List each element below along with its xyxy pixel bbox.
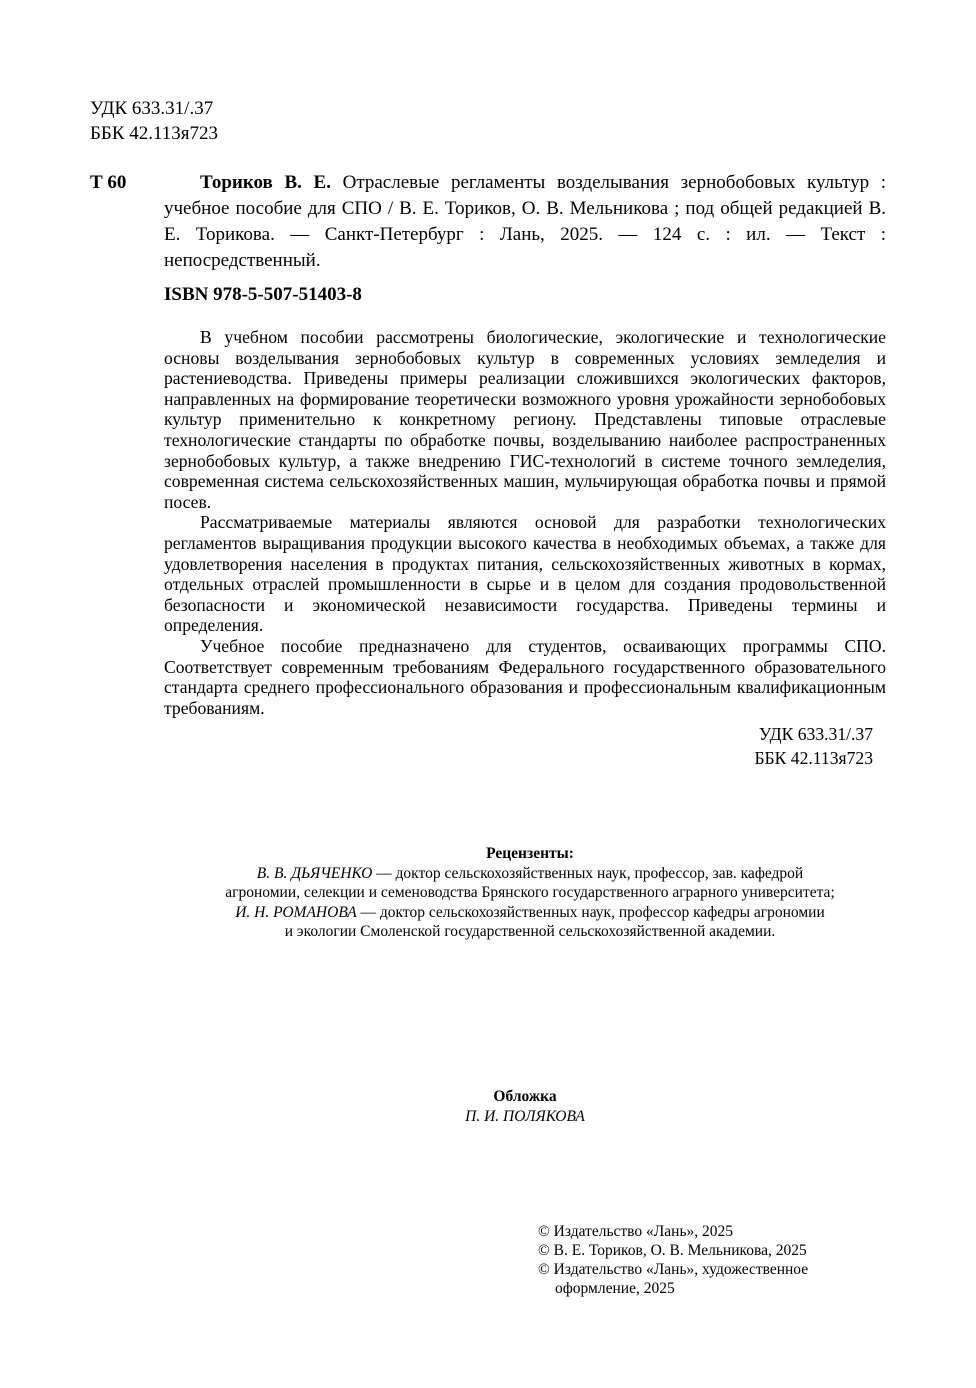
copyright-line: © Издательство «Лань», художественное (538, 1261, 809, 1278)
copyright-line: оформление, 2025 (555, 1280, 675, 1297)
copyright-line: © Издательство «Лань», 2025 (538, 1223, 734, 1240)
copyright-line: © В. Е. Ториков, О. В. Мельникова, 2025 (538, 1242, 807, 1259)
reviewers-section (120, 844, 940, 942)
bibliographic-record (164, 170, 886, 274)
abstract-classification-codes (700, 722, 873, 770)
cover-heading: Обложка (493, 1088, 557, 1105)
reviewer-entry (120, 864, 940, 903)
udk-code: УДК 633.31/.37 (90, 98, 214, 119)
bbk-code: ББК 42.113я723 (754, 748, 873, 768)
author-mark: Т 60 (90, 172, 127, 193)
reviewer-description: агрономии, селекции и семеноводства Брянского государственного аграрного университета; (225, 884, 835, 901)
abstract (164, 327, 886, 718)
reviewer-name: И. Н. РОМАНОВА (235, 903, 357, 921)
reviewer-description: — доктор сельскохозяйственных наук, профессор, зав. кафедрой (372, 864, 804, 882)
isbn: ISBN 978-5-507-51403-8 (164, 284, 362, 305)
reviewer-name: В. В. ДЬЯЧЕНКО (256, 864, 373, 882)
reviewer-description: — доктор сельскохозяйственных наук, профессор кафедры агрономии (356, 903, 825, 921)
classification-codes (90, 96, 218, 146)
abstract-paragraph: Рассматриваемые материалы являются основой для разработки технологических регламентов выращивания продукции высокого качества в необходимых объемах, а также для удовлетворения населения в продуктах питания, сельскохозяйственных животных в кормах, отдельных отраслей промышленности в сырье и в целом для создания продовольственной безопасности и экономической независимости государства. Приведены термины и определения. (164, 512, 886, 636)
cover-credit (340, 1087, 710, 1127)
bbk-code: ББК 42.113я723 (90, 123, 219, 144)
reviewers-heading: Рецензенты: (486, 845, 574, 862)
reviewer-entry (120, 903, 940, 942)
cover-designer: П. И. ПОЛЯКОВА (465, 1108, 585, 1125)
author-name: Ториков В. Е. (200, 172, 331, 193)
abstract-paragraph: В учебном пособии рассмотрены биологические, экологические и технологические основы возделывания зернобобовых культур в современных условиях земледелия и растениеводства. Приведены примеры реализации сложившихся экологических факторов, направленных на формирование теоретически возможного уровня урожайности зернобобовых культур применительно к конкретному региону. Представлены типовые отраслевые технологические стандарты по обработке почвы, возделыванию наиболее распространенных зернобобовых культур, а также внедрению ГИС-технологий в системе точного земледелия, современная система сельскохозяйственных машин, мульчирующая обработка почвы и прямой посев. (164, 327, 886, 512)
bibliographic-description: Отраслевые регламенты возделывания зернобобовых культур : учебное пособие для СПО / В. Е. Ториков, О. В. Мельникова ; под общей редакцией В. Е. Торикова. — Санкт-Петербург : Лань, 2025. — 124 с. : ил. — Текст : непосредственный. (164, 172, 887, 271)
copyright-block (538, 1222, 858, 1298)
udk-code: УДК 633.31/.37 (758, 724, 873, 744)
reviewer-description: и экологии Смоленской государственной сельскохозяйственной академии. (284, 923, 776, 940)
abstract-paragraph: Учебное пособие предназначено для студентов, осваивающих программы СПО. Соответствует современным требованиям Федерального государственного образовательного стандарта среднего профессионального образования и профессиональным квалификационным требованиям. (164, 635, 886, 718)
